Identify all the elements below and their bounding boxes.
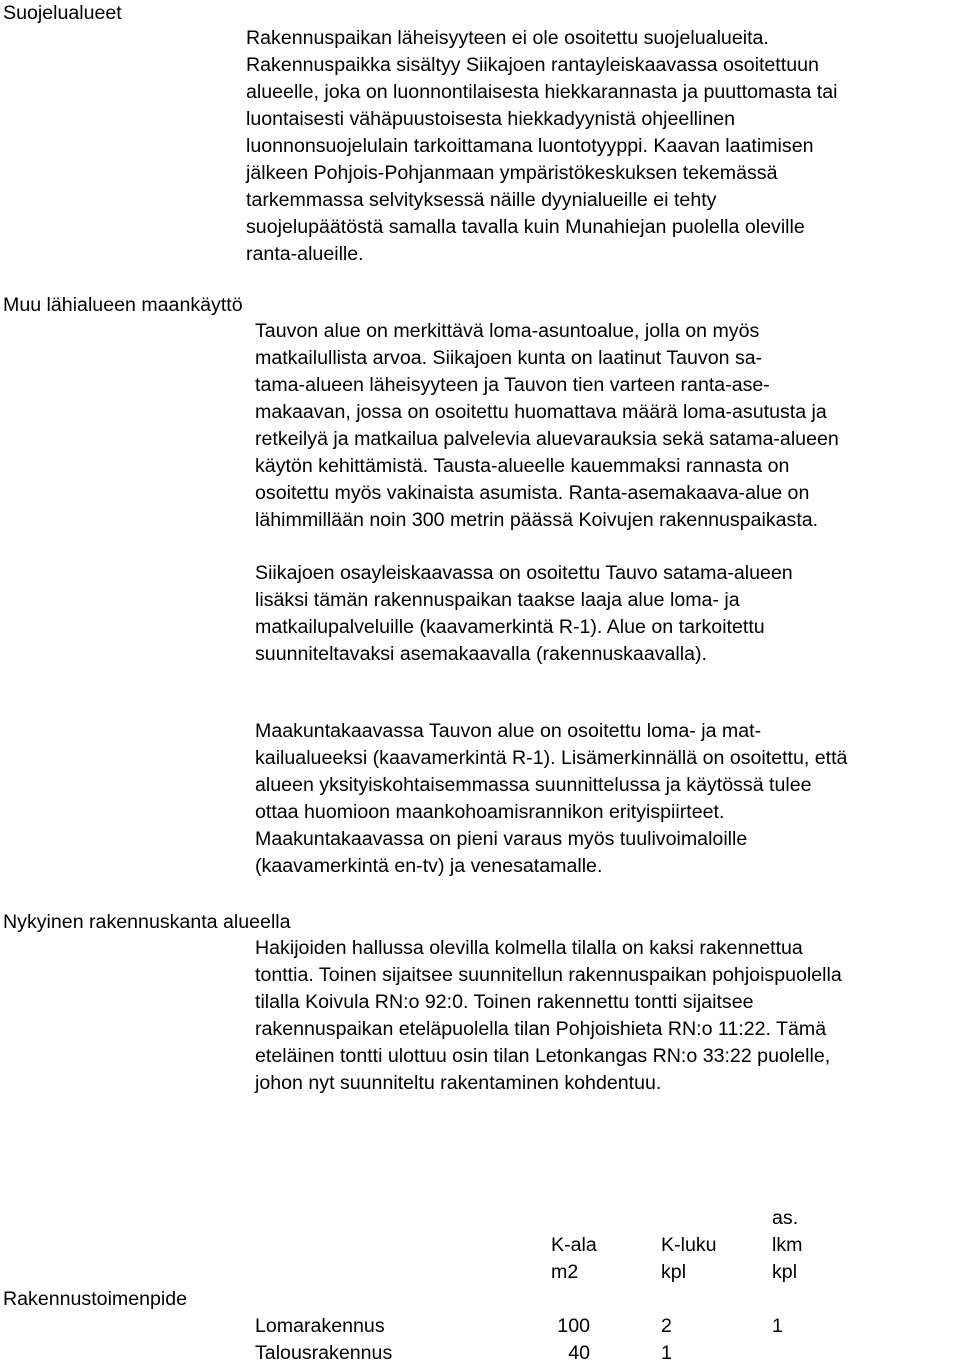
table-cell-k-luku: 2	[661, 1315, 672, 1337]
paragraph-suojelualueet	[246, 25, 837, 268]
text-line: tilalla Koivula RN:o 92:0. Toinen rakennettu tontti sijaitsee	[255, 991, 754, 1013]
text-line: osoitettu myös vakinaista asumista. Ranta-asemakaava-alue on	[255, 482, 810, 504]
text-line: suunniteltavaksi asemakaavalla (rakennuskaavalla).	[255, 643, 707, 665]
text-line: alueen yksityiskohtaisemmassa suunnittelussa ja käytössä tulee	[255, 774, 812, 796]
text-line: Tauvon alue on merkittävä loma-asuntoalue, jolla on myös	[255, 320, 760, 342]
text-line: Maakuntakaavassa on pieni varaus myös tuulivoimaloille	[255, 828, 748, 850]
text-line: ranta-alueille.	[246, 243, 364, 265]
table-cell-k-ala: 40	[568, 1342, 590, 1364]
text-line: käytön kehittämistä. Tausta-alueelle kauemmaksi rannasta on	[255, 455, 790, 477]
column-unit-k-luku: kpl	[661, 1261, 687, 1283]
text-line: (kaavamerkintä en-tv) ja venesatamalle.	[255, 855, 603, 877]
text-line: tarkemmassa selvityksessä näille dyynialueille ei tehty	[246, 189, 717, 211]
paragraph-osayleiskaava	[255, 560, 793, 668]
heading-rakennustoimenpide: Rakennustoimenpide	[3, 1288, 188, 1310]
paragraph-maakuntakaava	[255, 718, 847, 880]
text-line: retkeilyä ja matkailua palvelevia aluevarauksia sekä satama-alueen	[255, 428, 839, 450]
column-unit-lkm: kpl	[772, 1261, 798, 1283]
text-line: luontaisesti vähäpuustoisesta hiekkadyynistä ohjeellinen	[246, 108, 736, 130]
text-line: kailualueeksi (kaavamerkintä R-1). Lisämerkinnällä on osoitettu, että	[255, 747, 848, 769]
heading-muu-lahialueen-maankaytto: Muu lähialueen maankäyttö	[3, 294, 243, 316]
column-unit-k-ala: m2	[551, 1261, 579, 1283]
heading-suojelualueet: Suojelualueet	[3, 2, 122, 24]
heading-nykyinen-rakennuskanta: Nykyinen rakennuskanta alueella	[3, 911, 291, 933]
text-line: suojelupäätöstä samalla tavalla kuin Munahiejan puolella oleville	[246, 216, 805, 238]
text-line: johon nyt suunniteltu rakentaminen kohdentuu.	[255, 1072, 662, 1094]
text-line: Hakijoiden hallussa olevilla kolmella tilalla on kaksi rakennettua	[255, 937, 803, 959]
text-line: alueelle, joka on luonnontilaisesta hiekkarannasta ja puuttomasta tai	[246, 81, 838, 103]
text-line: matkailullista arvoa. Siikajoen kunta on laatinut Tauvon sa-	[255, 347, 763, 369]
column-header-lkm: lkm	[772, 1234, 803, 1256]
table-row-name: Lomarakennus	[255, 1315, 385, 1337]
text-line: Siikajoen osayleiskaavassa on osoitettu Tauvo satama-alueen	[255, 562, 793, 584]
column-header-as: as.	[772, 1207, 799, 1229]
text-line: Rakennuspaikka sisältyy Siikajoen rantayleiskaavassa osoitettuun	[246, 54, 819, 76]
table-cell-lkm: 1	[772, 1315, 783, 1337]
text-line: ottaa huomioon maankohoamisrannikon erityispiirteet.	[255, 801, 725, 823]
table-row-name: Talousrakennus	[255, 1342, 393, 1364]
text-line: matkailupalveluille (kaavamerkintä R-1). Alue on tarkoitettu	[255, 616, 765, 638]
column-header-k-ala: K-ala	[551, 1234, 597, 1256]
text-line: tama-alueen läheisyyteen ja Tauvon tien varteen ranta-ase-	[255, 374, 770, 396]
table-cell-k-luku: 1	[661, 1342, 672, 1364]
text-line: Rakennuspaikan läheisyyteen ei ole osoitettu suojelualueita.	[246, 27, 769, 49]
text-line: jälkeen Pohjois-Pohjanmaan ympäristökeskuksen tekemässä	[246, 162, 778, 184]
text-line: rakennuspaikan eteläpuolella tilan Pohjoishieta RN:o 11:22. Tämä	[255, 1018, 827, 1040]
text-line: Maakuntakaavassa Tauvon alue on osoitettu loma- ja mat-	[255, 720, 762, 742]
text-line: lähimmillään noin 300 metrin päässä Koivujen rakennuspaikasta.	[255, 509, 819, 531]
table-cell-k-ala: 100	[557, 1315, 590, 1337]
text-line: makaavan, jossa on osoitettu huomattava määrä loma-asutusta ja	[255, 401, 827, 423]
text-line: eteläinen tontti ulottuu osin tilan Letonkangas RN:o 33:22 puolelle,	[255, 1045, 831, 1067]
paragraph-nykyinen-rakennuskanta	[255, 935, 842, 1097]
text-line: luonnonsuojelulain tarkoittamana luontotyyppi. Kaavan laatimisen	[246, 135, 814, 157]
paragraph-tauvon-alue	[255, 318, 839, 534]
column-header-k-luku: K-luku	[661, 1234, 717, 1256]
text-line: tonttia. Toinen sijaitsee suunnitellun rakennuspaikan pohjoispuolella	[255, 964, 842, 986]
text-line: lisäksi tämän rakennuspaikan taakse laaja alue loma- ja	[255, 589, 740, 611]
